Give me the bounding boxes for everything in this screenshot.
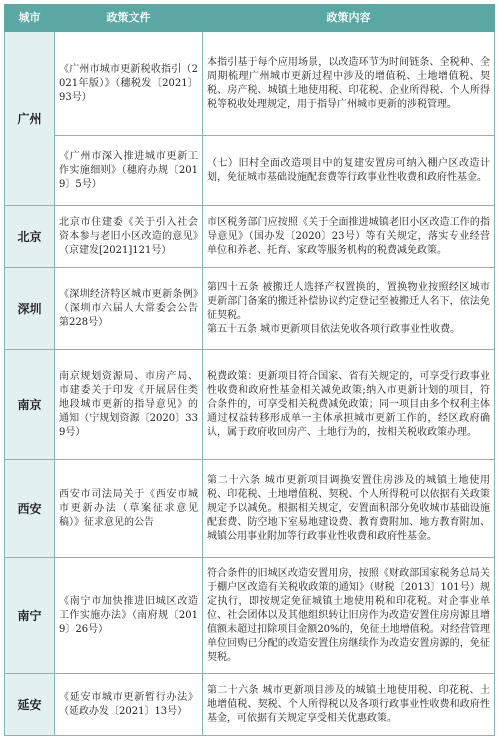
- table-row: [5, 136, 495, 206]
- policy-content-cell: [203, 268, 495, 350]
- city-cell: 南宁: [5, 558, 55, 674]
- policy-paragraph: 税费政策：更新项目符合国家、省有关规定的，可享受行政事业性收费和政府性基金相关减免政策;纳入市更新计划的项目，符合条件的，可享受相关税费减免政策；同一项目由多个权利主体通过权益转移形成单一主体承担城市更新工作的，经区政府确认，属于政府收回房产、土地行为的，按相关税收政策办理。: [207, 370, 490, 438]
- policy-paragraph: 第四十五条 被搬迁人选择产权置换的，置换物业按照经区城市更新部门备案的搬迁补偿协议约定登记至被搬迁人名下，依法免征契税。: [207, 281, 490, 321]
- table-body: [5, 32, 495, 736]
- policy-table-container: [4, 4, 494, 736]
- policy-content-cell: [203, 206, 495, 268]
- policy-document-cell: 《深圳经济特区城市更新条例》（深圳市六届人大常委会公告第228号）: [55, 268, 203, 350]
- city-cell: 延安: [5, 674, 55, 736]
- table-row: [5, 206, 495, 268]
- policy-document-cell: 南京规划资源局、市房产局、市建委关于印发《开展居住类地段城市更新的指导意见》的通知（宁规划资源〔2020〕339号）: [55, 350, 203, 460]
- header-city: 城市: [5, 5, 55, 32]
- city-cell: 南京: [5, 350, 55, 460]
- table-row: [5, 558, 495, 674]
- policy-document-cell: 西安市司法局关于《西安市城市更新办法（草案征求意见稿）》征求意见的公告: [55, 460, 203, 558]
- policy-document-cell: 《广州市深入推进城市更新工作实施细则》（穗府办规〔2019〕5号）: [55, 136, 203, 206]
- policy-document-cell: 《广州市城市更新税收指引（2021年版）》（穗税发〔2021〕93号）: [55, 32, 203, 136]
- policy-paragraph: （七）旧村全面改造项目中的复建安置房可纳入棚户区改造计划，免征城市基础设施配套费等行政事业性收费和政府性基金。: [207, 157, 490, 183]
- policy-paragraph: 第二十六条 城市更新项目涉及的城镇土地使用税、印花税、土地增值税、契税、个人所得税以及各项行政事业性收费和政府性基金，可依据有关规定享受相关优惠政策。: [207, 684, 490, 724]
- policy-content-cell: [203, 32, 495, 136]
- table-row: [5, 460, 495, 558]
- city-cell: 广州: [5, 32, 55, 206]
- policy-content-cell: [203, 674, 495, 736]
- policy-paragraph: 第二十六条 城市更新项目调换安置住房涉及的城镇土地使用税、印花税、土地增值税、契税、个人所得税可以依据有关政策规定予以减免。根据相关规定，安置面积部分免收城市基础设施配套费、防空地下室易地建设费、教育费附加、地方教育附加、城镇公用事业附加等行政事业性收费和政府性基金。: [207, 474, 490, 542]
- policy-paragraph: 本指引基于每个应用场景，以改造环节为时间链条、全税种、全周期梳理广州城市更新过程中涉及的增值税、土地增值税、契税、房产税、城镇土地使用税、印花税、企业所得税、个人所得税等税收处理规定，用于指导广州城市更新的涉税管理。: [207, 56, 490, 110]
- table-row: [5, 674, 495, 736]
- policy-document-cell: 《南宁市加快推进旧城区改造工作实施办法》（南府规〔2019〕26号）: [55, 558, 203, 674]
- table-row: [5, 350, 495, 460]
- table-row: [5, 268, 495, 350]
- table-header-row: [5, 5, 495, 32]
- policy-content-cell: [203, 136, 495, 206]
- policy-paragraph: 符合条件的旧城区改造安置用房，按照《财政部国家税务总局关于棚户区改造有关税收政策的通知》（财税〔2013〕101号）规定执行，即按规定免征城镇土地使用税和印花税。对企事业单位、社会团体以及其他组织转让旧房作为改造安置住房房源且增值额未超过扣除项目金额20%的，免征土地增值税。对经营管理单位回购已分配的改造安置住房继续作为改造安置房源的，免征契税。: [207, 567, 490, 663]
- header-policy-content: 政策内容: [203, 5, 495, 32]
- policy-document-cell: 北京市住建委《关于引入社会资本参与老旧小区改造的意见》（京建发[2021]121号）: [55, 206, 203, 268]
- city-cell: 深圳: [5, 268, 55, 350]
- policy-document-cell: 《延安市城市更新暂行办法》（延政办发〔2021〕13号）: [55, 674, 203, 736]
- policy-content-cell: [203, 558, 495, 674]
- policy-paragraph: 第五十五条 城市更新项目依法免收各项行政事业性收费。: [207, 323, 461, 335]
- city-cell: 西安: [5, 460, 55, 558]
- city-cell: 北京: [5, 206, 55, 268]
- policy-content-cell: [203, 350, 495, 460]
- policy-paragraph: 市区税务部门应按照《关于全面推进城镇老旧小区改造工作的指导意见》（国办发〔2020〕23号）等有关规定，落实专业经营单位和养老、托育、家政等服务机构的税费减免政策。: [207, 216, 490, 256]
- policy-table: [4, 4, 495, 736]
- header-policy-document: 政策文件: [55, 5, 203, 32]
- table-row: [5, 32, 495, 136]
- policy-content-cell: [203, 460, 495, 558]
